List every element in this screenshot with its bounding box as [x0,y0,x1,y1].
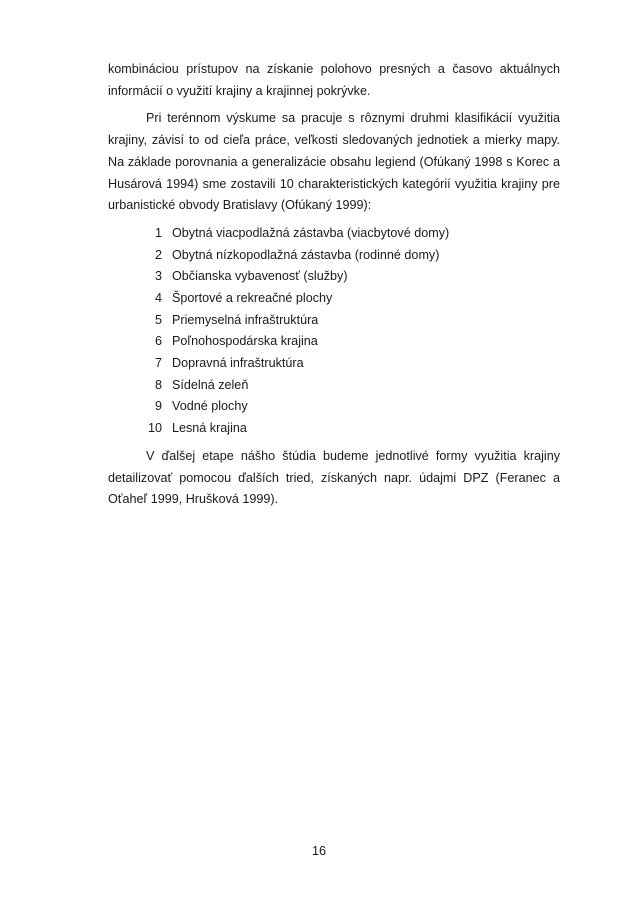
list-item-label: Poľnohospodárska krajina [172,334,318,349]
page-number: 16 [311,844,326,858]
list-item [108,266,560,288]
list-item-number: 6 [154,334,162,349]
list-item [108,331,560,353]
list-item [108,310,560,332]
list-item-label: Obytná viacpodlažná zástavba (viacbytové domy) [172,225,450,240]
list-item-label: Dopravná infraštruktúra [172,356,304,371]
list-item-number: 8 [154,377,162,392]
list-item [108,353,560,375]
land-use-category-list [108,223,560,440]
list-item-number: 4 [154,290,162,305]
list-item [108,223,560,245]
list-item-label: Lesná krajina [172,421,247,436]
list-item-label: Občianska vybavenosť (služby) [172,269,348,284]
list-item-label: Priemyselná infraštruktúra [172,312,319,327]
list-item-number: 9 [154,399,162,414]
list-item-label: Sídelná zeleň [172,377,249,392]
list-item-label: Obytná nízkopodlažná zástavba (rodinné domy) [172,247,440,262]
list-item [108,418,560,440]
paragraph-intro-continuation: kombináciou prístupov na získanie polohovo presných a časovo aktuálnych informácií o využití krajiny a krajinnej pokrývke. [108,62,560,98]
list-item [108,245,560,267]
paragraph-next-stage: V ďalšej etape nášho štúdia budeme jednotlivé formy využitia krajiny detailizovať pomocou ďalších tried, získaných napr. údajmi DPZ (Feranec a Oťaheľ 1999, Hrušková 1999). [108,448,560,507]
list-item-number: 1 [154,225,162,240]
list-item-label: Vodné plochy [172,399,248,414]
list-item-number: 3 [154,269,162,284]
paragraph-classification: Pri terénnom výskume sa pracuje s rôznymi druhmi klasifikácií využitia krajiny, závisí to od cieľa práce, veľkosti sledovaných jednotiek a mierky mapy. Na základe porovnania a generalizácie obsahu legiend (Ofúkaný 1998 s Korec a Husárová 1994) sme zostavili 10 charakteristických kategórií využitia krajiny pre urbanistické obvody Bratislavy (Ofúkaný 1999): [108,111,560,213]
list-item-label: Športové a rekreačné plochy [172,290,333,305]
list-item-number: 5 [154,312,162,327]
document-page [108,59,560,511]
list-item-number: 2 [154,247,162,262]
list-item [108,396,560,418]
list-item-number: 10 [147,421,162,436]
list-item [108,375,560,397]
list-item [108,288,560,310]
list-item-number: 7 [154,356,162,371]
